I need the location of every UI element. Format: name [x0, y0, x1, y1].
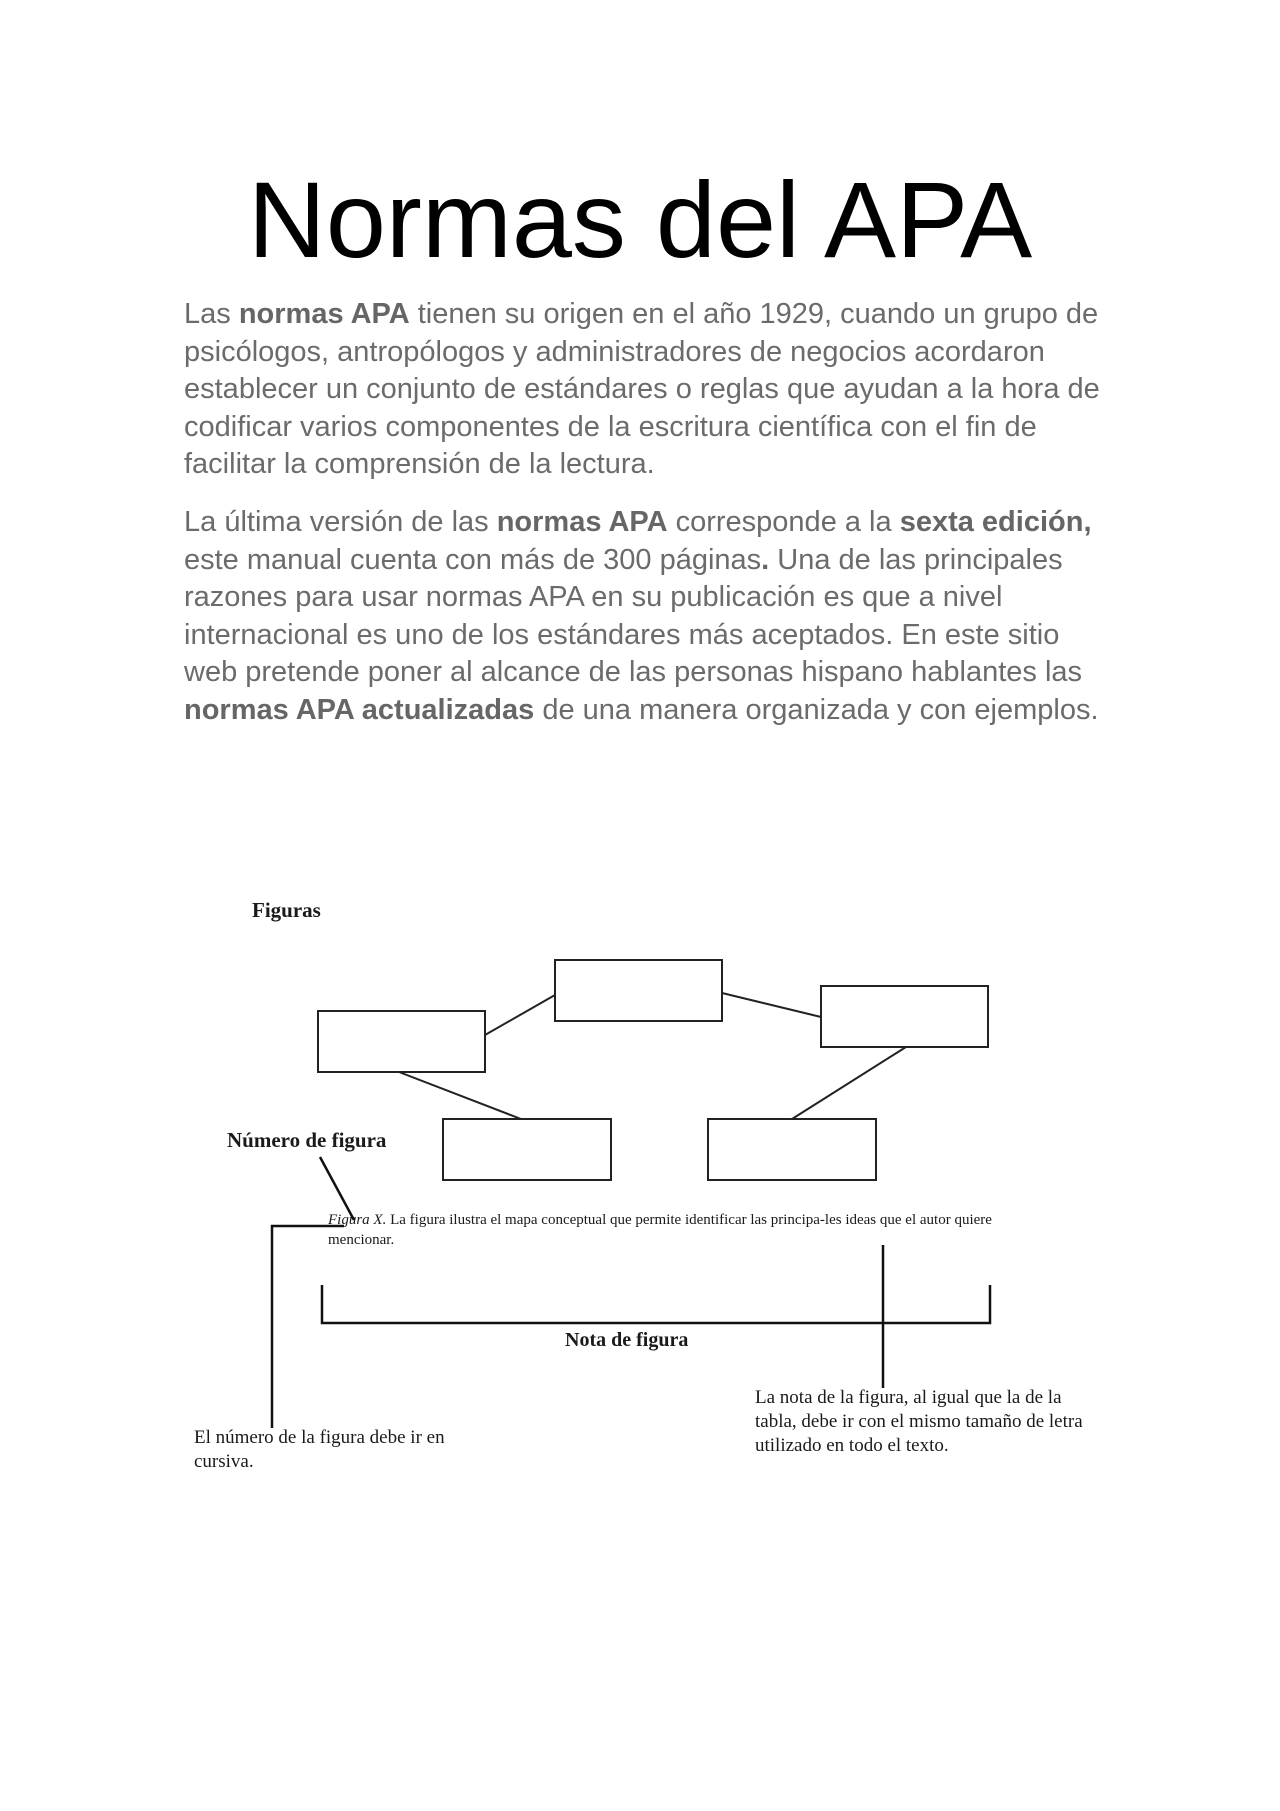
connector-line: [399, 1072, 521, 1119]
text-run: este manual cuenta con más de 300 páginas: [184, 543, 762, 576]
text-run: Las: [184, 298, 239, 330]
text-run: Una de las principales razones para usar normas APA en su publicación es que a nivel internacional es uno de los estándares más aceptados. En este sitio web pretende poner al alcance de las personas hispano hablantes las: [184, 543, 1083, 689]
figure-number-label: Número de figura: [227, 1128, 387, 1152]
text-run: de una manera organizada y con ejemplos.: [534, 693, 1099, 726]
bold-run: normas APA actualizadas: [184, 693, 535, 726]
connector-line: [792, 1047, 906, 1119]
bold-run: .: [761, 543, 770, 576]
concept-box-right: [821, 986, 988, 1047]
text-run: corresponde a la: [667, 506, 900, 538]
concept-box-bottom-right: [708, 1119, 876, 1180]
bold-run: normas APA: [496, 506, 668, 538]
page-title: Normas del APA: [247, 159, 1033, 280]
paragraph-edition: [184, 504, 1104, 730]
figure-note-label: Nota de figura: [565, 1329, 689, 1351]
text-run: tienen su origen en el año 1929, cuando un grupo de psicólogos, antropólogos y administradores de negocios acordaron establecer un conjunto de estándares o reglas que ayudan a la hora de codificar varios componentes de la escritura científica con el fin de facilitar la comprensión de la lectura.: [184, 298, 1100, 481]
connector-line: [722, 993, 821, 1017]
left-annotation: El número de la figura debe ir en cursiva.: [194, 1427, 445, 1472]
note-bracket-line: [322, 1285, 990, 1323]
text-run: La última versión de las: [184, 506, 497, 538]
figure-caption: [328, 1210, 1028, 1250]
paragraph-origin: [184, 296, 1104, 484]
connector-line: [485, 995, 555, 1035]
concept-box-bottom-left: [443, 1119, 611, 1180]
figure-heading: Figuras: [252, 898, 321, 922]
bold-run: sexta edición,: [899, 506, 1092, 538]
right-annotation: La nota de la figura, al igual que la de la tabla, debe ir con el mismo tamaño de letra utilizado en todo el texto.: [755, 1387, 1083, 1456]
caption-figure-number: Figura X.: [328, 1212, 387, 1228]
concept-box-left: [318, 1011, 485, 1072]
left-bracket-line: [272, 1226, 344, 1428]
caption-text: La figura ilustra el mapa conceptual que permite identificar las principa-les ideas que el autor quiere mencionar.: [328, 1212, 992, 1248]
figure-example: [184, 880, 1124, 1500]
concept-box-top: [555, 960, 722, 1021]
bold-run: normas APA: [238, 298, 410, 330]
